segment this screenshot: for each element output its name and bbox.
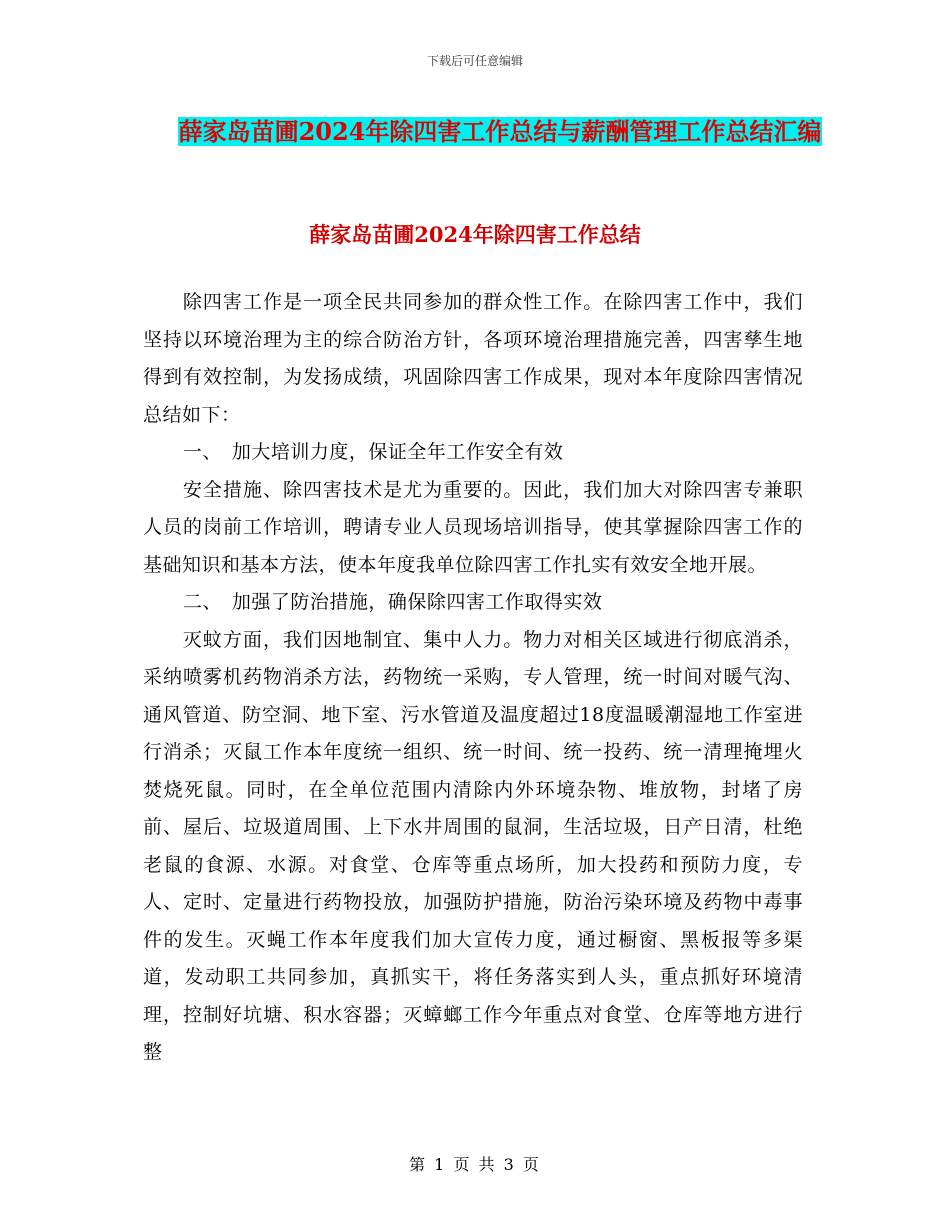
page-footer: 第 1 页 共 3 页: [409, 1155, 541, 1174]
paragraph-heading: 一、 加大培训力度，保证全年工作安全有效: [182, 441, 564, 463]
section-title: 薛家岛苗圃2024年除四害工作总结: [309, 222, 641, 247]
document-title: [140, 108, 860, 156]
document-title-text: 薛家岛苗圃2024年除四害工作总结与薪酬管理工作总结汇编: [178, 117, 822, 146]
paragraph: 安全措施、除四害技术是尤为重要的。因此，我们加大对除四害专兼职人员的岗前工作培训，聘请专业人员现场培训指导，使其掌握除四害工作的基础知识和基本方法，使本年度我单位除四害工作扎实有效安全地开展。: [143, 478, 803, 576]
paragraph: 除四害工作是一项全民共同参加的群众性工作。在除四害工作中，我们坚持以环境治理为主的综合防治方针，各项环境治理措施完善，四害孳生地得到有效控制，为发扬成绩，巩固除四害工作成果，现对本年度除四害情况总结如下：: [143, 291, 803, 426]
paragraph: 灭蚊方面，我们因地制宜、集中人力。物力对相关区域进行彻底消杀，采纳喷雾机药物消杀方法，药物统一采购，专人管理，统一时间对暖气沟、通风管道、防空洞、地下室、污水管道及温度超过18度温暖潮湿地工作室进行消杀；灭鼠工作本年度统一组织、统一时间、统一投药、统一清理掩埋火焚烧死鼠。同时，在全单位范围内清除内外环境杂物、堆放物，封堵了房前、屋后、垃圾道周围、上下水井周围的鼠洞，生活垃圾，日产日清，杜绝老鼠的食源、水源。对食堂、仓库等重点场所，加大投药和预防力度，专人、定时、定量进行药物投放，加强防护措施，防治污染环境及药物中毒事件的发生。灭蝇工作本年度我们加大宣传力度，通过橱窗、黑板报等多渠道，发动职工共同参加，真抓实干，将任务落实到人头，重点抓好环境清理，控制好坑塘、积水容器；灭蟑螂工作今年重点对食堂、仓库等地方进行整: [143, 628, 803, 1063]
page-header: 下载后可任意编辑: [426, 54, 523, 68]
document-body: [143, 284, 803, 1072]
paragraph-heading: 二、 加强了防治措施，确保除四害工作取得实效: [182, 591, 603, 613]
